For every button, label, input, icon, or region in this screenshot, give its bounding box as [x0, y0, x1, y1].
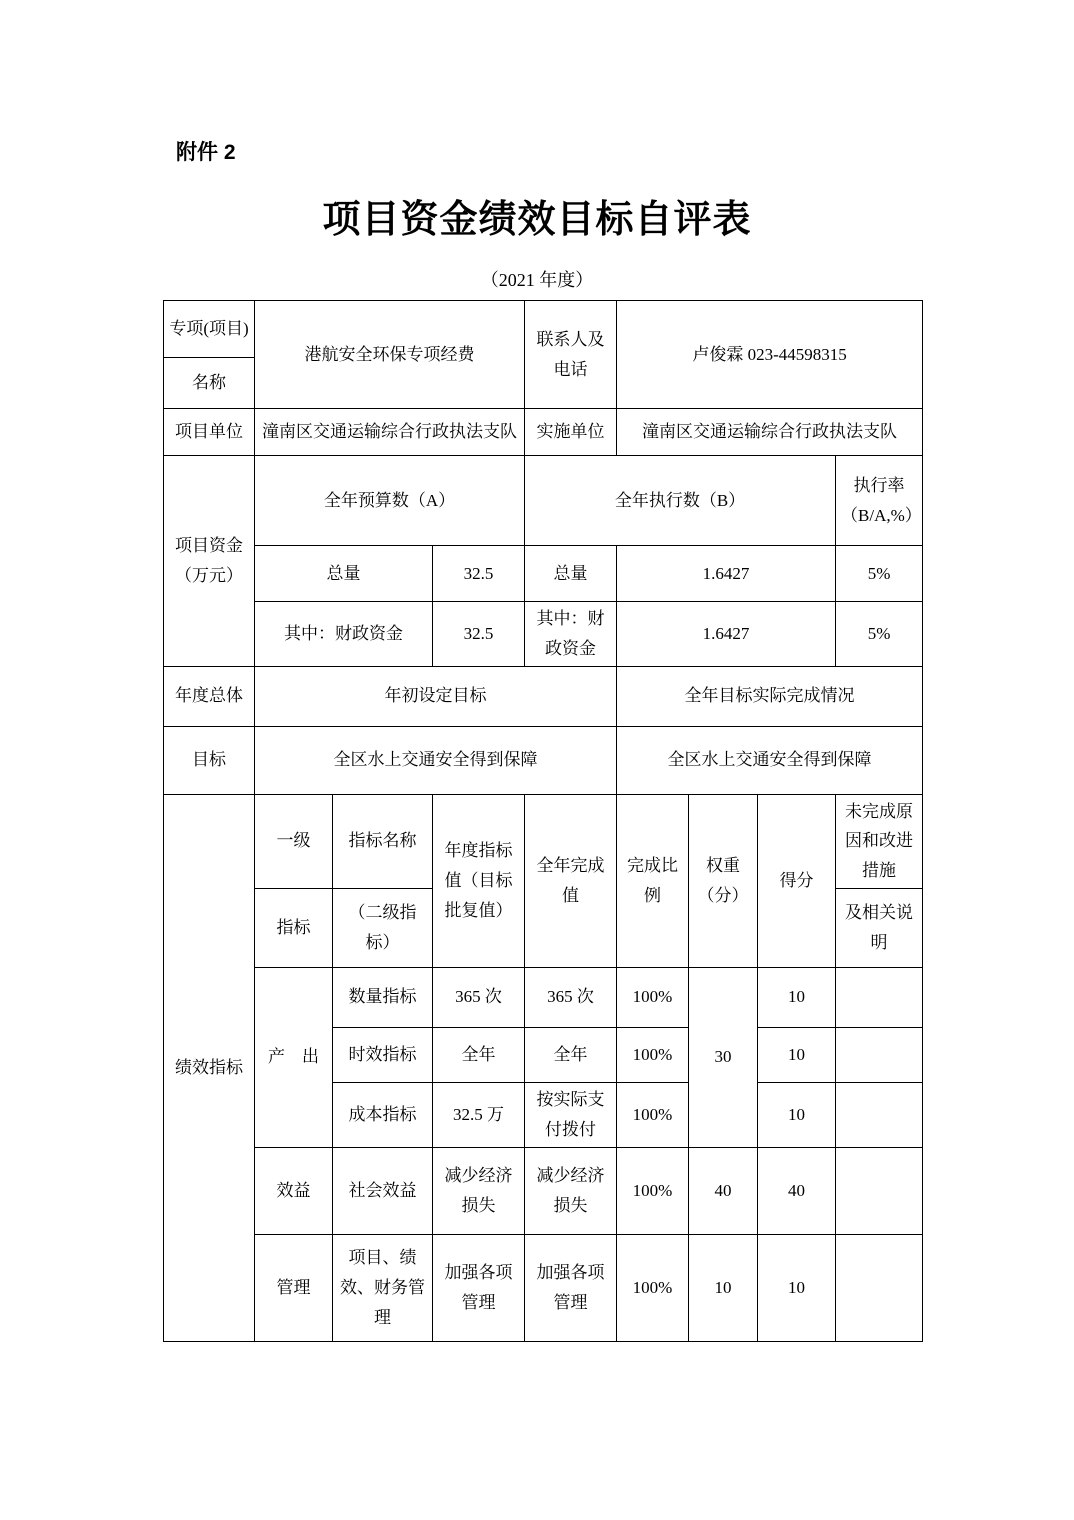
indicator-target: 32.5 万 — [433, 1082, 525, 1147]
project-name-label-top: 专项(项目) — [164, 301, 255, 358]
project-name-label-bottom: 名称 — [164, 358, 255, 409]
project-unit-value: 潼南区交通运输综合行政执法支队 — [255, 409, 525, 456]
impl-unit-label: 实施单位 — [525, 409, 617, 456]
header-score: 得分 — [758, 794, 836, 967]
indicator-score: 40 — [758, 1147, 836, 1234]
page-title: 项目资金绩效目标自评表 — [322, 199, 752, 241]
indicator-name: 成本指标 — [333, 1082, 433, 1147]
indicator-actual: 按实际支付拨付 — [525, 1082, 617, 1147]
group-output-label: 产 出 — [255, 967, 333, 1147]
indicator-target: 减少经济损失 — [433, 1147, 525, 1234]
header-level1-top: 一级 — [255, 794, 333, 888]
contact-value: 卢俊霖 023-44598315 — [617, 301, 923, 409]
indicator-actual: 全年 — [525, 1027, 617, 1082]
annual-goal-label-bottom: 目标 — [164, 726, 255, 794]
funds-fiscal-exec-value: 1.6427 — [617, 602, 836, 667]
indicator-ratio: 100% — [617, 1027, 689, 1082]
group-manage-label: 管理 — [255, 1234, 333, 1341]
header-remark-bottom: 及相关说明 — [836, 888, 923, 967]
indicator-name: 时效指标 — [333, 1027, 433, 1082]
indicator-actual: 365 次 — [525, 967, 617, 1027]
indicator-remark — [836, 1027, 923, 1082]
indicator-ratio: 100% — [617, 967, 689, 1027]
annual-goal-plan-value: 全区水上交通安全得到保障 — [255, 726, 617, 794]
indicator-actual: 加强各项管理 — [525, 1234, 617, 1341]
evaluation-table — [163, 300, 923, 1342]
funds-total-budget: 32.5 — [433, 546, 525, 602]
contact-label: 联系人及电话 — [525, 301, 617, 409]
attachment-label: 附件 2 — [176, 141, 236, 164]
indicator-target: 加强各项管理 — [433, 1234, 525, 1341]
indicator-ratio: 100% — [617, 1147, 689, 1234]
indicator-score: 10 — [758, 1027, 836, 1082]
funds-fiscal-name: 其中：财政资金 — [255, 602, 433, 667]
funds-budget-header: 全年预算数（A） — [255, 456, 525, 546]
annual-goal-actual-header: 全年目标实际完成情况 — [617, 666, 923, 726]
indicator-ratio: 100% — [617, 1082, 689, 1147]
annual-goal-plan-header: 年初设定目标 — [255, 666, 617, 726]
indicator-target: 全年 — [433, 1027, 525, 1082]
header-level1-bottom: 指标 — [255, 888, 333, 967]
indicator-score: 10 — [758, 1234, 836, 1341]
indicator-remark — [836, 1082, 923, 1147]
indicator-name: 社会效益 — [333, 1147, 433, 1234]
indicator-weight: 10 — [689, 1234, 758, 1341]
funds-rate-header: 执行率（B/A,%） — [836, 456, 923, 546]
header-completion-ratio: 完成比例 — [617, 794, 689, 967]
page-subtitle: （2021 年度） — [480, 270, 594, 290]
funds-total-exec-name: 总量 — [525, 546, 617, 602]
funds-fiscal-budget: 32.5 — [433, 602, 525, 667]
header-target-value: 年度指标值（目标批复值） — [433, 794, 525, 967]
indicator-remark — [836, 1147, 923, 1234]
funds-total-name: 总量 — [255, 546, 433, 602]
indicators-label: 绩效指标 — [164, 794, 255, 1341]
funds-exec-header: 全年执行数（B） — [525, 456, 836, 546]
indicator-name: 项目、绩效、财务管理 — [333, 1234, 433, 1341]
header-actual-value: 全年完成值 — [525, 794, 617, 967]
project-unit-label: 项目单位 — [164, 409, 255, 456]
project-name-value: 港航安全环保专项经费 — [255, 301, 525, 409]
funds-total-exec-value: 1.6427 — [617, 546, 836, 602]
indicator-score: 10 — [758, 967, 836, 1027]
indicator-weight: 40 — [689, 1147, 758, 1234]
annual-goal-label-top: 年度总体 — [164, 666, 255, 726]
header-weight: 权重（分） — [689, 794, 758, 967]
funds-label: 项目资金（万元） — [164, 456, 255, 667]
indicator-name: 数量指标 — [333, 967, 433, 1027]
group-benefit-label: 效益 — [255, 1147, 333, 1234]
funds-total-rate: 5% — [836, 546, 923, 602]
funds-fiscal-rate: 5% — [836, 602, 923, 667]
annual-goal-actual-value: 全区水上交通安全得到保障 — [617, 726, 923, 794]
header-name-top: 指标名称 — [333, 794, 433, 888]
indicator-remark — [836, 1234, 923, 1341]
indicator-ratio: 100% — [617, 1234, 689, 1341]
indicator-score: 10 — [758, 1082, 836, 1147]
header-remark-top: 未完成原因和改进措施 — [836, 794, 923, 888]
indicator-weight: 30 — [689, 967, 758, 1147]
funds-fiscal-exec-name: 其中：财政资金 — [525, 602, 617, 667]
impl-unit-value: 潼南区交通运输综合行政执法支队 — [617, 409, 923, 456]
header-name-bottom: （二级指标） — [333, 888, 433, 967]
indicator-remark — [836, 967, 923, 1027]
indicator-actual: 减少经济损失 — [525, 1147, 617, 1234]
indicator-target: 365 次 — [433, 967, 525, 1027]
